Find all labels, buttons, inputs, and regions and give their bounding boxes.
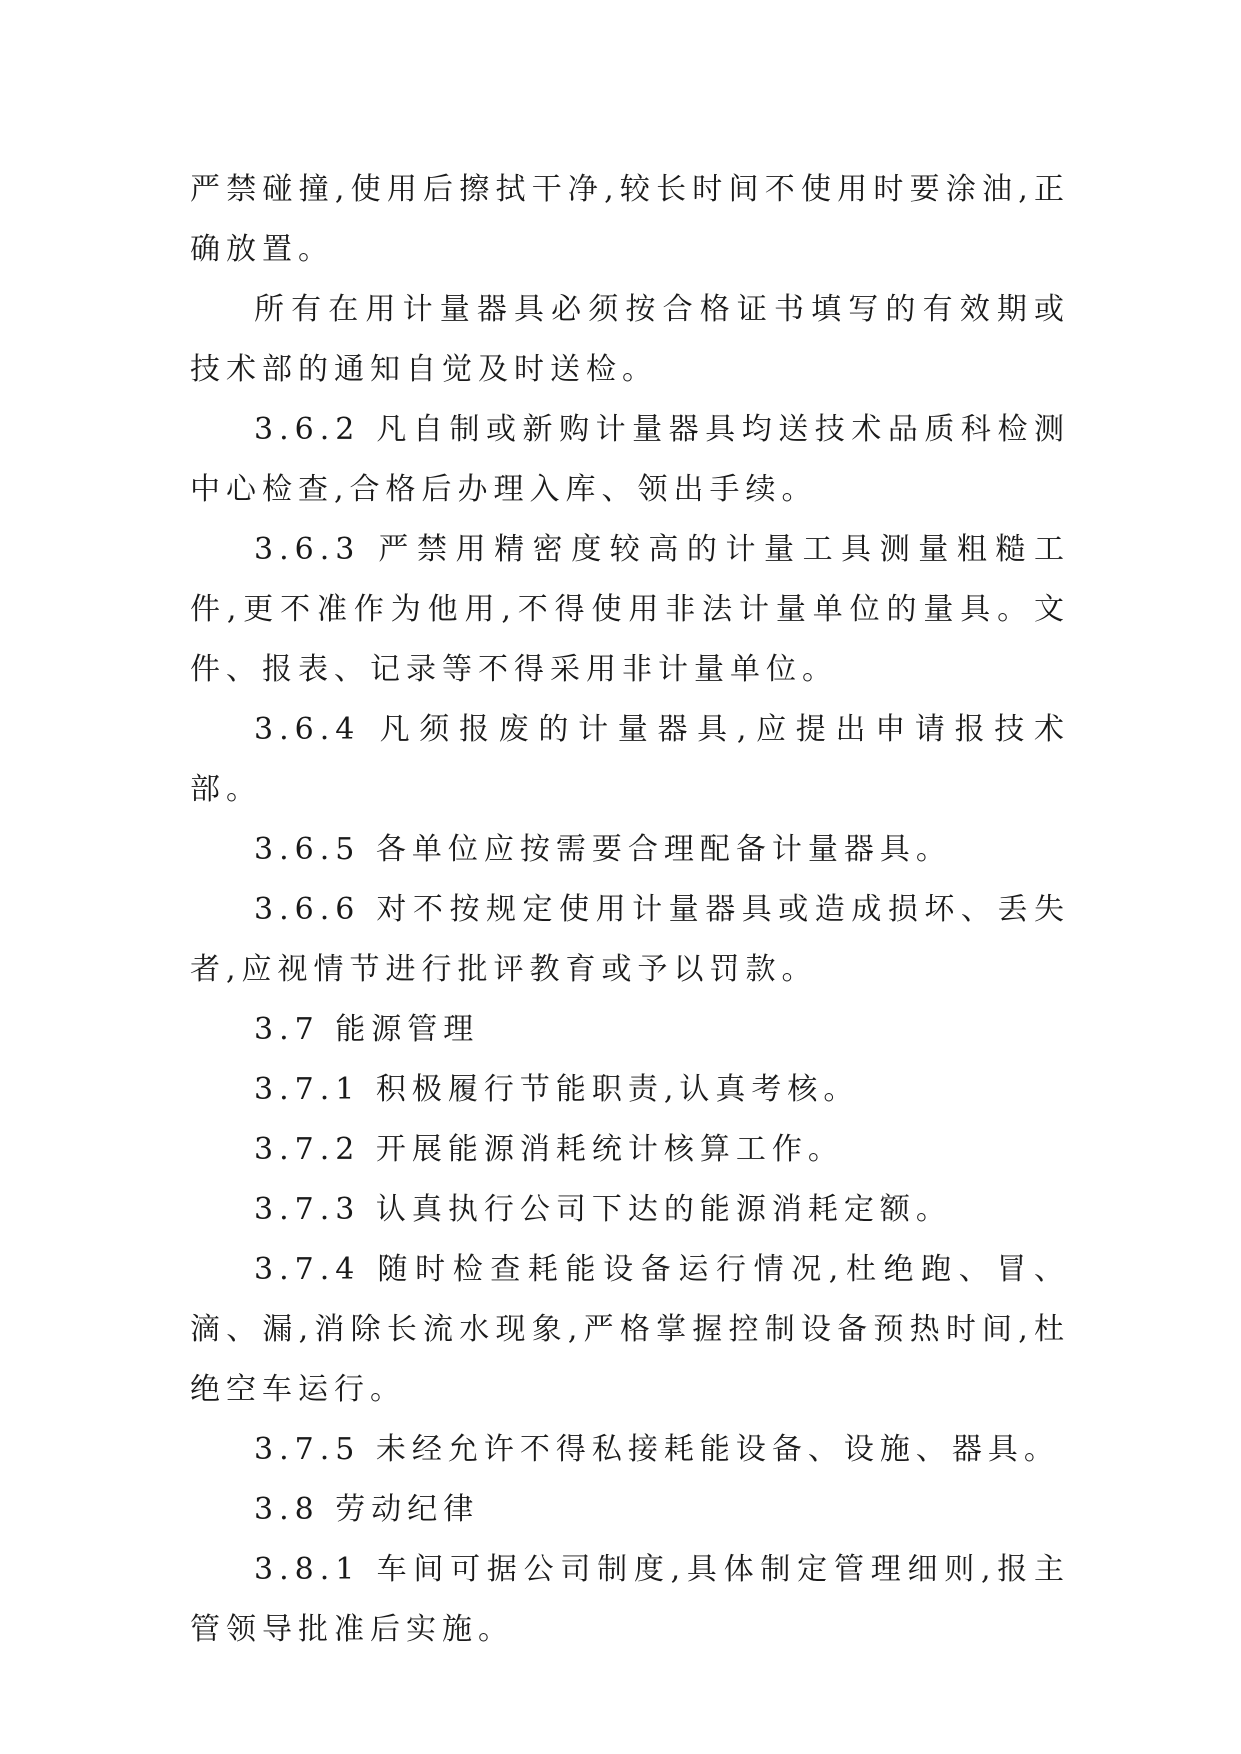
document-body [190, 160, 1070, 1660]
paragraph-3-6-2: 3.6.2 凡自制或新购计量器具均送技术品质科检测中心检查,合格后办理入库、领出手续。 [190, 412, 1070, 507]
paragraph-3-7-5: 3.7.5 未经允许不得私接耗能设备、设施、器具。 [254, 1432, 1060, 1467]
section-heading-3-8: 3.8 劳动纪律 [254, 1492, 480, 1527]
paragraph-storage-care: 严禁碰撞,使用后擦拭干净,较长时间不使用时要涂油,正确放置。 [190, 172, 1070, 267]
paragraph-3-7-1: 3.7.1 积极履行节能职责,认真考核。 [254, 1072, 860, 1107]
paragraph-3-8-1: 3.8.1 车间可据公司制度,具体制定管理细则,报主管领导批准后实施。 [190, 1552, 1070, 1647]
paragraph-3-6-5: 3.6.5 各单位应按需要合理配备计量器具。 [254, 832, 952, 867]
paragraph-3-7-3: 3.7.3 认真执行公司下达的能源消耗定额。 [254, 1192, 952, 1227]
paragraph-3-6-4: 3.6.4 凡须报废的计量器具,应提出申请报技术部。 [190, 712, 1070, 807]
paragraph-3-7-4: 3.7.4 随时检查耗能设备运行情况,杜绝跑、冒、滴、漏,消除长流水现象,严格掌握控制设备预热时间,杜绝空车运行。 [190, 1252, 1070, 1407]
section-heading-3-7: 3.7 能源管理 [254, 1012, 480, 1047]
paragraph-3-7-2: 3.7.2 开展能源消耗统计核算工作。 [254, 1132, 844, 1167]
paragraph-periodic-inspection: 所有在用计量器具必须按合格证书填写的有效期或技术部的通知自觉及时送检。 [190, 292, 1070, 387]
paragraph-3-6-6: 3.6.6 对不按规定使用计量器具或造成损坏、丢失者,应视情节进行批评教育或予以罚款。 [190, 892, 1070, 987]
paragraph-3-6-3: 3.6.3 严禁用精密度较高的计量工具测量粗糙工件,更不准作为他用,不得使用非法计量单位的量具。文件、报表、记录等不得采用非计量单位。 [190, 532, 1070, 687]
